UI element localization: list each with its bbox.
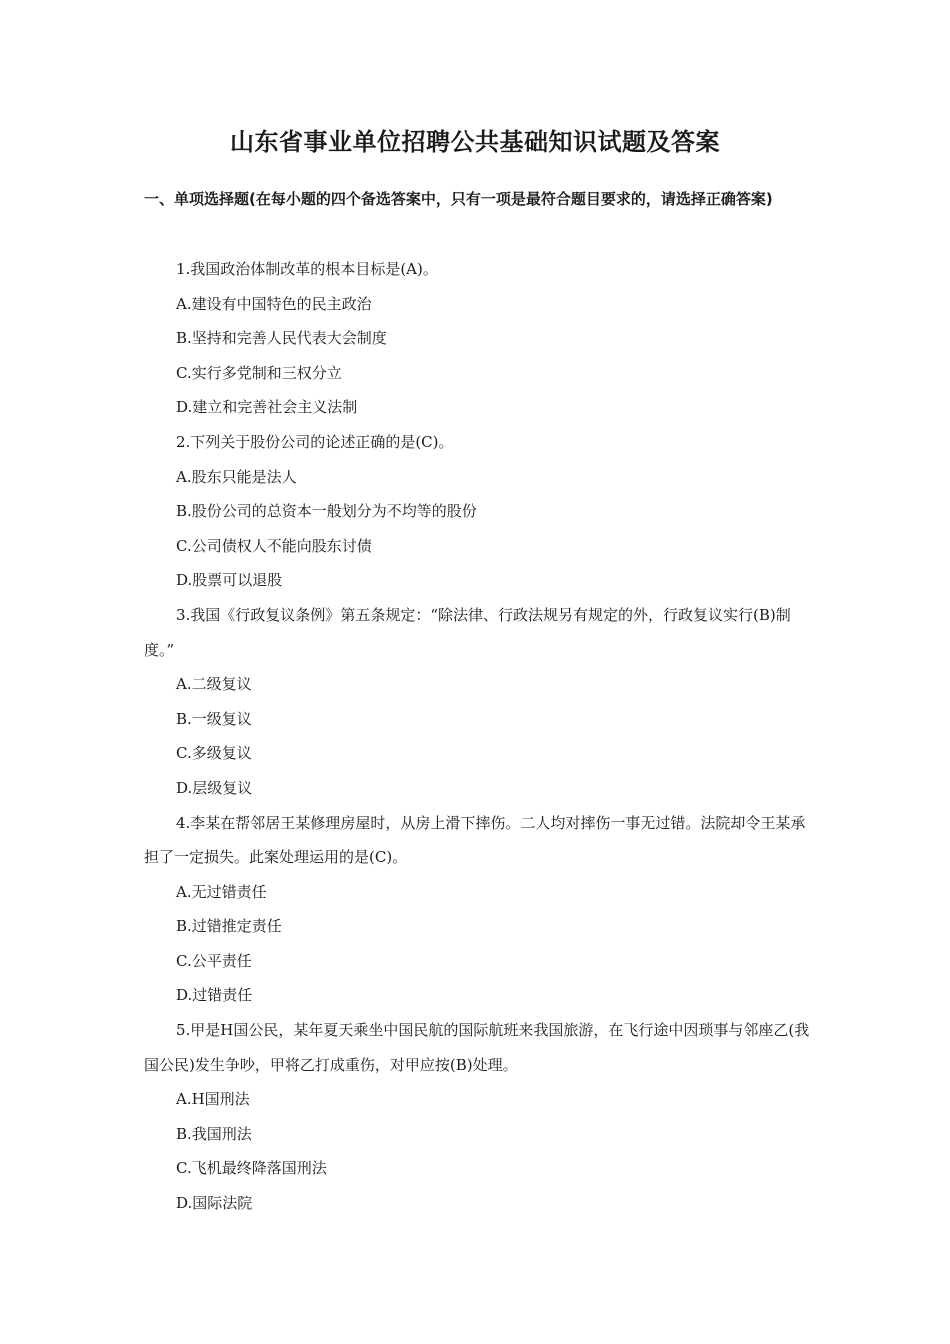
answer-option: B.一级复议 [176,709,252,728]
answer-option: A.二级复议 [176,675,252,694]
question-stem: 5.甲是H国公民，某年夏天乘坐中国民航的国际航班来我国旅游，在飞行途中因琐事与邻座乙(我国公民)发生争吵，甲将乙打成重伤，对甲应按(B)处理。 [144,1021,810,1074]
answer-option: D.层级复议 [176,778,253,797]
answer-option: B.坚持和完善人民代表大会制度 [176,329,387,348]
answer-option: C.飞机最终降落国刑法 [176,1159,327,1178]
section-heading: 一、单项选择题(在每小题的四个备选答案中，只有一项是最符合题目要求的，请选择正确答案) [144,190,773,208]
question-2 [144,425,812,598]
answer-option: B.我国刑法 [176,1124,252,1143]
answer-option: A.无过错责任 [176,882,267,901]
answer-option: D.国际法院 [176,1194,253,1213]
answer-option: C.公平责任 [176,951,252,970]
question-3 [144,598,812,806]
question-5 [144,1013,812,1221]
answer-option: A.建设有中国特色的民主政治 [176,294,372,313]
question-stem: 4.李某在帮邻居王某修理房屋时，从房上滑下摔伤。二人均对摔伤一事无过错。法院却令王某承担了一定损失。此案处理运用的是(C)。 [144,813,806,867]
answer-option: D.建立和完善社会主义法制 [176,398,358,417]
question-stem: 3.我国《行政复议条例》第五条规定：“除法律、行政法规另有规定的外，行政复议实行(B)制度。” [144,605,791,659]
document-title: 山东省事业单位招聘公共基础知识试题及答案 [230,127,720,156]
answer-option: A.H国刑法 [176,1090,250,1109]
question-stem: 2.下列关于股份公司的论述正确的是(C)。 [176,432,454,451]
answer-option: D.过错责任 [176,986,253,1005]
answer-option: A.股东只能是法人 [176,467,297,486]
answer-option: B.过错推定责任 [176,917,282,936]
answer-option: B.股份公司的总资本一般划分为不均等的股份 [176,502,477,521]
question-1 [144,252,812,425]
answer-option: C.实行多党制和三权分立 [176,363,342,382]
answer-option: C.多级复议 [176,744,252,763]
answer-option: D.股票可以退股 [176,571,283,590]
answer-option: C.公司债权人不能向股东讨债 [176,536,372,555]
question-stem: 1.我国政治体制改革的根本目标是(A)。 [176,260,438,278]
question-4 [144,806,812,1014]
question-list [144,252,812,1221]
